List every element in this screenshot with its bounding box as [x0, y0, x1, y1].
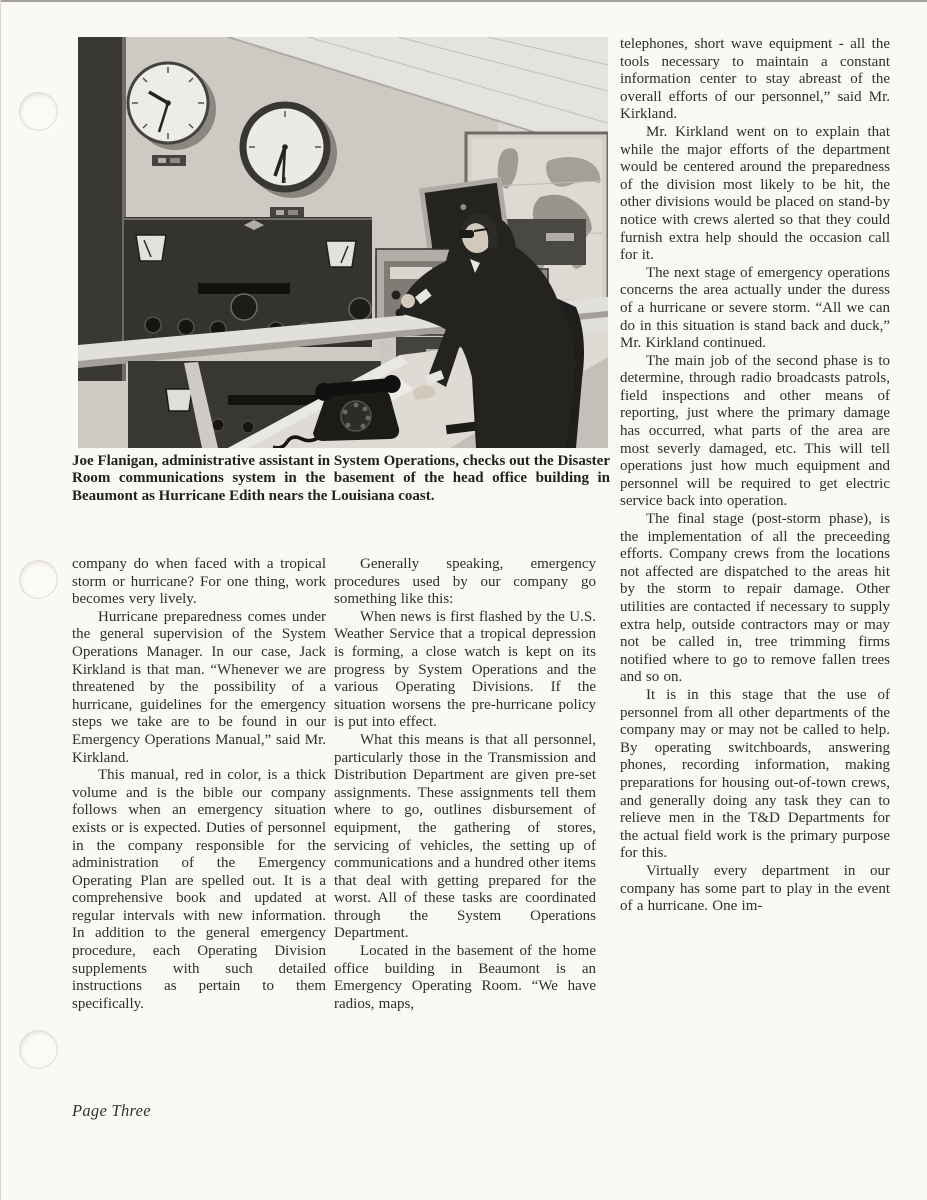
paragraph: This manual, red in color, is a thick volume and is the bible our company follows when an emergency situation exists or is expected. Duties of personnel in the company responsible for the administration of the Emergency Operating Plan are spelled out. It is a comprehensive book and updated at regular intervals with new information. In addition to the general emergency procedure, each Operating Division supplements with such detailed instructions as pertain to them specifically.	[72, 767, 326, 1012]
paragraph: The next stage of emergency operations concerns the area actually under the duress of a hurricane or severe storm. “All we can do in this situation is stand back and duck,” Mr. Kirkland continued.	[620, 264, 890, 352]
article-column-3	[620, 36, 890, 916]
scan-edge-top	[0, 0, 927, 2]
binder-hole-punch	[19, 1030, 58, 1069]
photo-illustration	[78, 37, 608, 448]
paragraph: What this means is that all personnel, particularly those in the Transmission and Distribution Department are given pre-set assignments. These assignments tell them where to go, outlines disbursement of equipment, the gathering of stores, servicing of vehicles, the setting up of communications and a hundred other items that deal with getting prepared for the worst. All of these tasks are coordinated through the System Operations Department.	[334, 731, 596, 942]
page-number: Page Three	[72, 1101, 151, 1120]
article-column-1	[72, 556, 326, 1013]
paragraph: Hurricane preparedness comes under the general supervision of the System Operations Manager. In our case, Jack Kirkland is that man. “Whenever we are threatened by the possibility of a hurricane, guidelines for the emergency steps we take are to be found in our Emergency Operations Manual,” said Mr. Kirkland.	[72, 608, 326, 766]
paragraph: The final stage (post-storm phase), is the implementation of all the preceeding efforts. Company crews from the locations not affected are dispatched to the areas hit by the storm to repair damage. Other utilities are contacted if necessary to supply extra help, outside contractors may or may not be called in, tree trimming firms notified where to go to remove fallen trees and so on.	[620, 511, 890, 686]
binder-hole-punch	[19, 92, 58, 131]
paragraph: Located in the basement of the home office building in Beaumont is an Emergency Operating Room. “We have radios, maps,	[334, 943, 596, 1012]
paragraph: company do when faced with a tropical storm or hurricane? For one thing, work becomes very lively.	[72, 556, 326, 608]
paragraph: Mr. Kirkland went on to explain that while the major efforts of the department would be centered around the preparedness of the division most likely to be hit, the other divisions would be placed on stand-by notice with crews alerted so that they could furnish extra help should the occasion call for it.	[620, 123, 890, 264]
paragraph: It is in this stage that the use of personnel from all other departments of the company may or may not be called to help. By operating switchboards, answering phones, recording information, making preparations for housing out-of-town crews, and generally doing any task they can to relieve men in the T&D Departments for the actual field work is the primary purpose for this.	[620, 686, 890, 862]
paragraph: telephones, short wave equipment - all the tools necessary to maintain a constant information center to stay abreast of the overall efforts of our personnel,” said Mr. Kirkland.	[620, 36, 890, 123]
paragraph: The main job of the second phase is to determine, through radio broadcasts patrols, field inspections and other means of reporting, just where the primary damage has occurred, what parts of the area are most severly damaged, etc. This will tell operations just how much equipment and personnel will be required to get electric service back into operation.	[620, 352, 890, 510]
paragraph: Virtually every department in our company has some part to play in the event of a hurricane. One im-	[620, 862, 890, 915]
article-column-2	[334, 556, 596, 1013]
disaster-room-photograph	[78, 37, 608, 448]
paragraph: When news is first flashed by the U.S. Weather Service that a tropical depression is forming, a close watch is kept on its progress by System Operations and the various Operating Divisions. If the situation worsens the pre-hurricane policy is put into effect.	[334, 608, 596, 731]
paragraph: Generally speaking, emergency procedures used by our company go something like this:	[334, 556, 596, 608]
photo-caption: Joe Flanigan, administrative assistant in System Operations, checks out the Disaster Room communications system in the basement of the head office building in Beaumont as Hurricane Edith nears the Louisiana coast.	[72, 453, 610, 504]
binder-hole-punch	[19, 560, 58, 599]
scan-edge-left	[0, 0, 1, 1200]
